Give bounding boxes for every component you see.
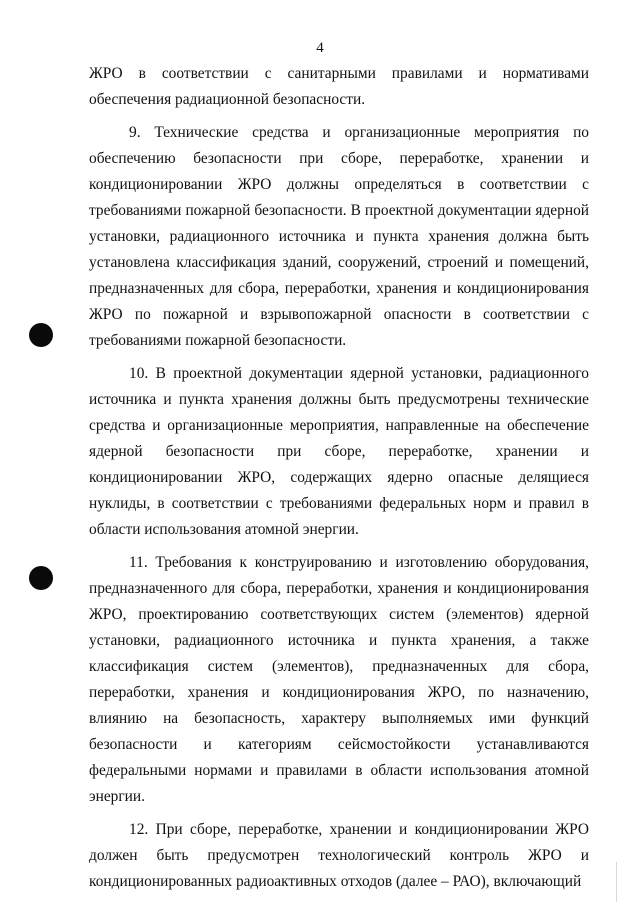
punch-hole-mark xyxy=(29,323,53,347)
document-body xyxy=(89,61,589,895)
punch-hole-mark xyxy=(29,566,53,590)
paragraph-11: 11. Требования к конструированию и изготовлению оборудования, предназначенного для сбора, переработки, хранения и кондиционирования ЖРО, проектированию соответствующих систем (элементов) ядерной установки, радиационного источника и пункта хранения, а также классификация систем (элементов), предназначенных для сбора, переработки, хранения и кондиционирования ЖРО, по назначению, влиянию на безопасность, характеру выполняемых ими функций безопасности и категориям сейсмостойкости устанавливаются федеральными нормами и правилами в области использования атомной энергии. xyxy=(89,554,589,805)
paragraph-12: 12. При сборе, переработке, хранении и кондиционировании ЖРО должен быть предусмотрен технологический контроль ЖРО и кондиционированных радиоактивных отходов (далее – РАО), включающий xyxy=(89,821,589,890)
scan-edge-mark xyxy=(616,862,617,902)
page-number: 4 xyxy=(316,40,324,56)
paragraph-10: 10. В проектной документации ядерной установки, радиационного источника и пункта хранения должны быть предусмотрены технические средства и организационные мероприятия, направленные на обеспечение ядерной безопасности при сборе, переработке, хранении и кондиционировании ЖРО, содержащих ядерно опасные делящиеся нуклиды, в соответствии с требованиями федеральных норм и правил в области использования атомной энергии. xyxy=(89,365,589,538)
paragraph-9: 9. Технические средства и организационные мероприятия по обеспечению безопасности при сборе, переработке, хранении и кондиционировании ЖРО должны определяться в соответствии с требованиями пожарной безопасности. В проектной документации ядерной установки, радиационного источника и пункта хранения должна быть установлена классификация зданий, сооружений, строений и помещений, предназначенных для сбора, переработки, хранения и кондиционирования ЖРО по пожарной и взрывопожарной опасности в соответствии с требованиями пожарной безопасности. xyxy=(89,124,589,349)
paragraph-continuation: ЖРО в соответствии с санитарными правилами и нормативами обеспечения радиационной безопасности. xyxy=(89,65,589,108)
